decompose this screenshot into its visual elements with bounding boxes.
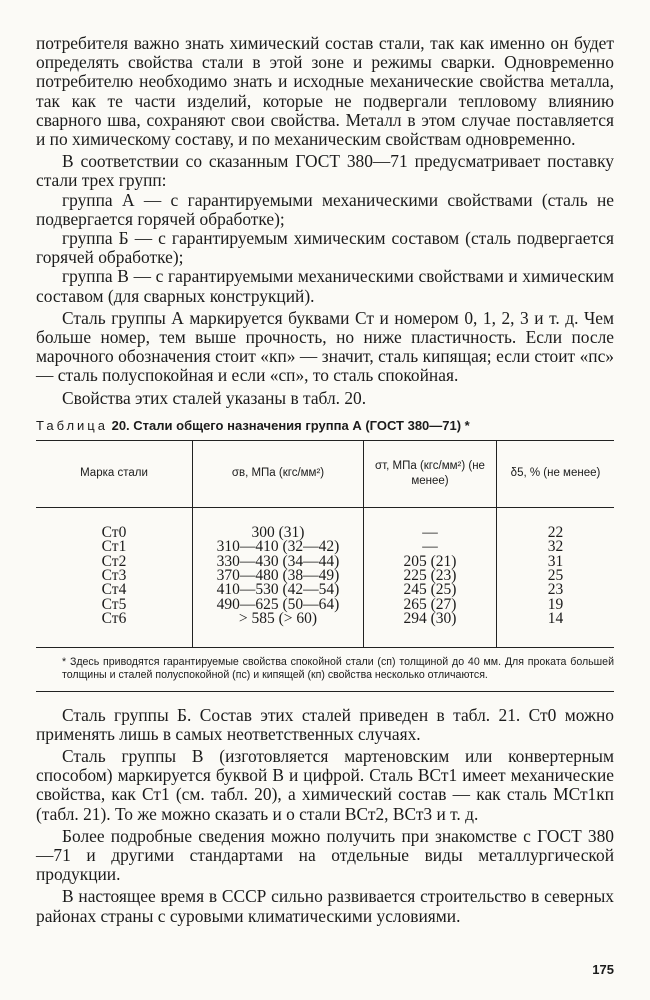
table-cell: 25	[497, 569, 615, 583]
table-cell: Ст2	[101, 552, 127, 570]
paragraph: Сталь группы А маркируется буквами Ст и номером 0, 1, 2, 3 и т. д. Чем больше номер, тем выше прочность, но ниже пластичность. Если после марочного обозначения стоит «кп» — значит, сталь кипящая; если стоит «пс» — сталь полуспокойная и если «сп», то сталь спокойная.	[36, 307, 614, 386]
paragraph: В настоящее время в СССР сильно развивается строительство в северных районах страны с суровыми климатическими условиями.	[36, 886, 614, 926]
steel-properties-table	[36, 440, 614, 648]
table-header: σт, МПа (кгс/мм²) (не менее)	[364, 440, 497, 507]
table-row	[36, 612, 614, 647]
table-cell: 205 (21)	[364, 555, 497, 569]
table-cell: 265 (27)	[364, 598, 497, 612]
table-cell: 19	[497, 598, 615, 612]
table-cell: Ст6	[101, 610, 127, 628]
footnote-text: * Здесь приводятся гарантируемые свойства спокойной стали (сп) толщиной до 40 мм. Для проката большей толщины и сталей полуспокойной (пс) и кипящей (кп) свойства несколько отличаются.	[62, 655, 614, 682]
table-cell: 410—530 (42—54)	[193, 583, 364, 597]
list-item: группа В — с гарантируемыми механическими свойствами и химическим составом (для сварных конструкций).	[36, 266, 614, 306]
table-cell: Ст3	[101, 567, 127, 585]
table-row	[36, 507, 614, 540]
table-cell: 330—430 (34—44)	[193, 555, 364, 569]
table-cell: —	[364, 540, 497, 554]
table-cell: Ст5	[101, 595, 127, 613]
table-cell: 310—410 (32—42)	[193, 540, 364, 554]
table-cell: Ст0	[101, 523, 127, 541]
paragraph: В соответствии со сказанным ГОСТ 380—71 предусматривает поставку стали трех групп:	[36, 151, 614, 191]
table-cell: 490—625 (50—64)	[193, 598, 364, 612]
table-cell: 22	[497, 507, 615, 540]
table-header: σв, МПа (кгс/мм²)	[193, 440, 364, 507]
table-header: Марка стали	[36, 440, 193, 507]
list-item: группа А — с гарантируемыми механическими свойствами (сталь не подвергается горячей обработке);	[36, 189, 614, 229]
page-number: 175	[592, 962, 614, 977]
paragraph: Сталь группы В (изготовляется мартеновским или конвертерным способом) маркируется буквой В и цифрой. Сталь ВСт1 имеет механические свойства, как Ст1 (см. табл. 20), а химический состав — как сталь МСт1кп (табл. 21). То же можно сказать и о стали ВСт2, ВСт3 и т. д.	[36, 745, 614, 824]
table-cell: —	[364, 507, 497, 540]
table-caption	[36, 418, 614, 433]
table-cell: 370—480 (38—49)	[193, 569, 364, 583]
table-header: δ5, % (не менее)	[497, 440, 615, 507]
table-cell: Ст1	[101, 538, 127, 556]
table-cell: 23	[497, 583, 615, 597]
table-cell: 294 (30)	[364, 612, 497, 647]
page-content	[36, 34, 614, 926]
table-caption-prefix: Таблица	[36, 417, 108, 433]
table-cell: Ст4	[101, 581, 127, 599]
table-footnote	[36, 656, 614, 692]
table-cell: 300 (31)	[193, 507, 364, 540]
table-cell: 225 (23)	[364, 569, 497, 583]
table-cell: > 585 (> 60)	[193, 612, 364, 647]
table-cell: 32	[497, 540, 615, 554]
table-caption-title: 20. Стали общего назначения группа А (ГОСТ 380—71) *	[107, 417, 470, 433]
list-item: группа Б — с гарантируемым химическим составом (сталь подвергается горячей обработке);	[36, 228, 614, 268]
paragraph: Более подробные сведения можно получить при знакомстве с ГОСТ 380—71 и другими стандартами на отдельные виды металлургической продукции.	[36, 825, 614, 885]
paragraph: Сталь группы Б. Состав этих сталей приведен в табл. 21. Ст0 можно применять лишь в самых неответственных случаях.	[36, 704, 614, 744]
table-cell: 31	[497, 555, 615, 569]
paragraph: Свойства этих сталей указаны в табл. 20.	[62, 387, 367, 408]
table-cell: 14	[497, 612, 615, 647]
table-cell: 245 (25)	[364, 583, 497, 597]
paragraph: потребителя важно знать химический состав стали, так как именно он будет определять свойства стали в этой зоне и режимы сварки. Одновременно потребителю необходимо знать и исходные механические свойства металла, так как те части изделий, которые не подвергали тепловому влиянию сварного шва, сохраняют свои свойства. Металл в этом случае поставляется и по химическому составу, и по механическим свойствам одновременно.	[36, 33, 614, 150]
